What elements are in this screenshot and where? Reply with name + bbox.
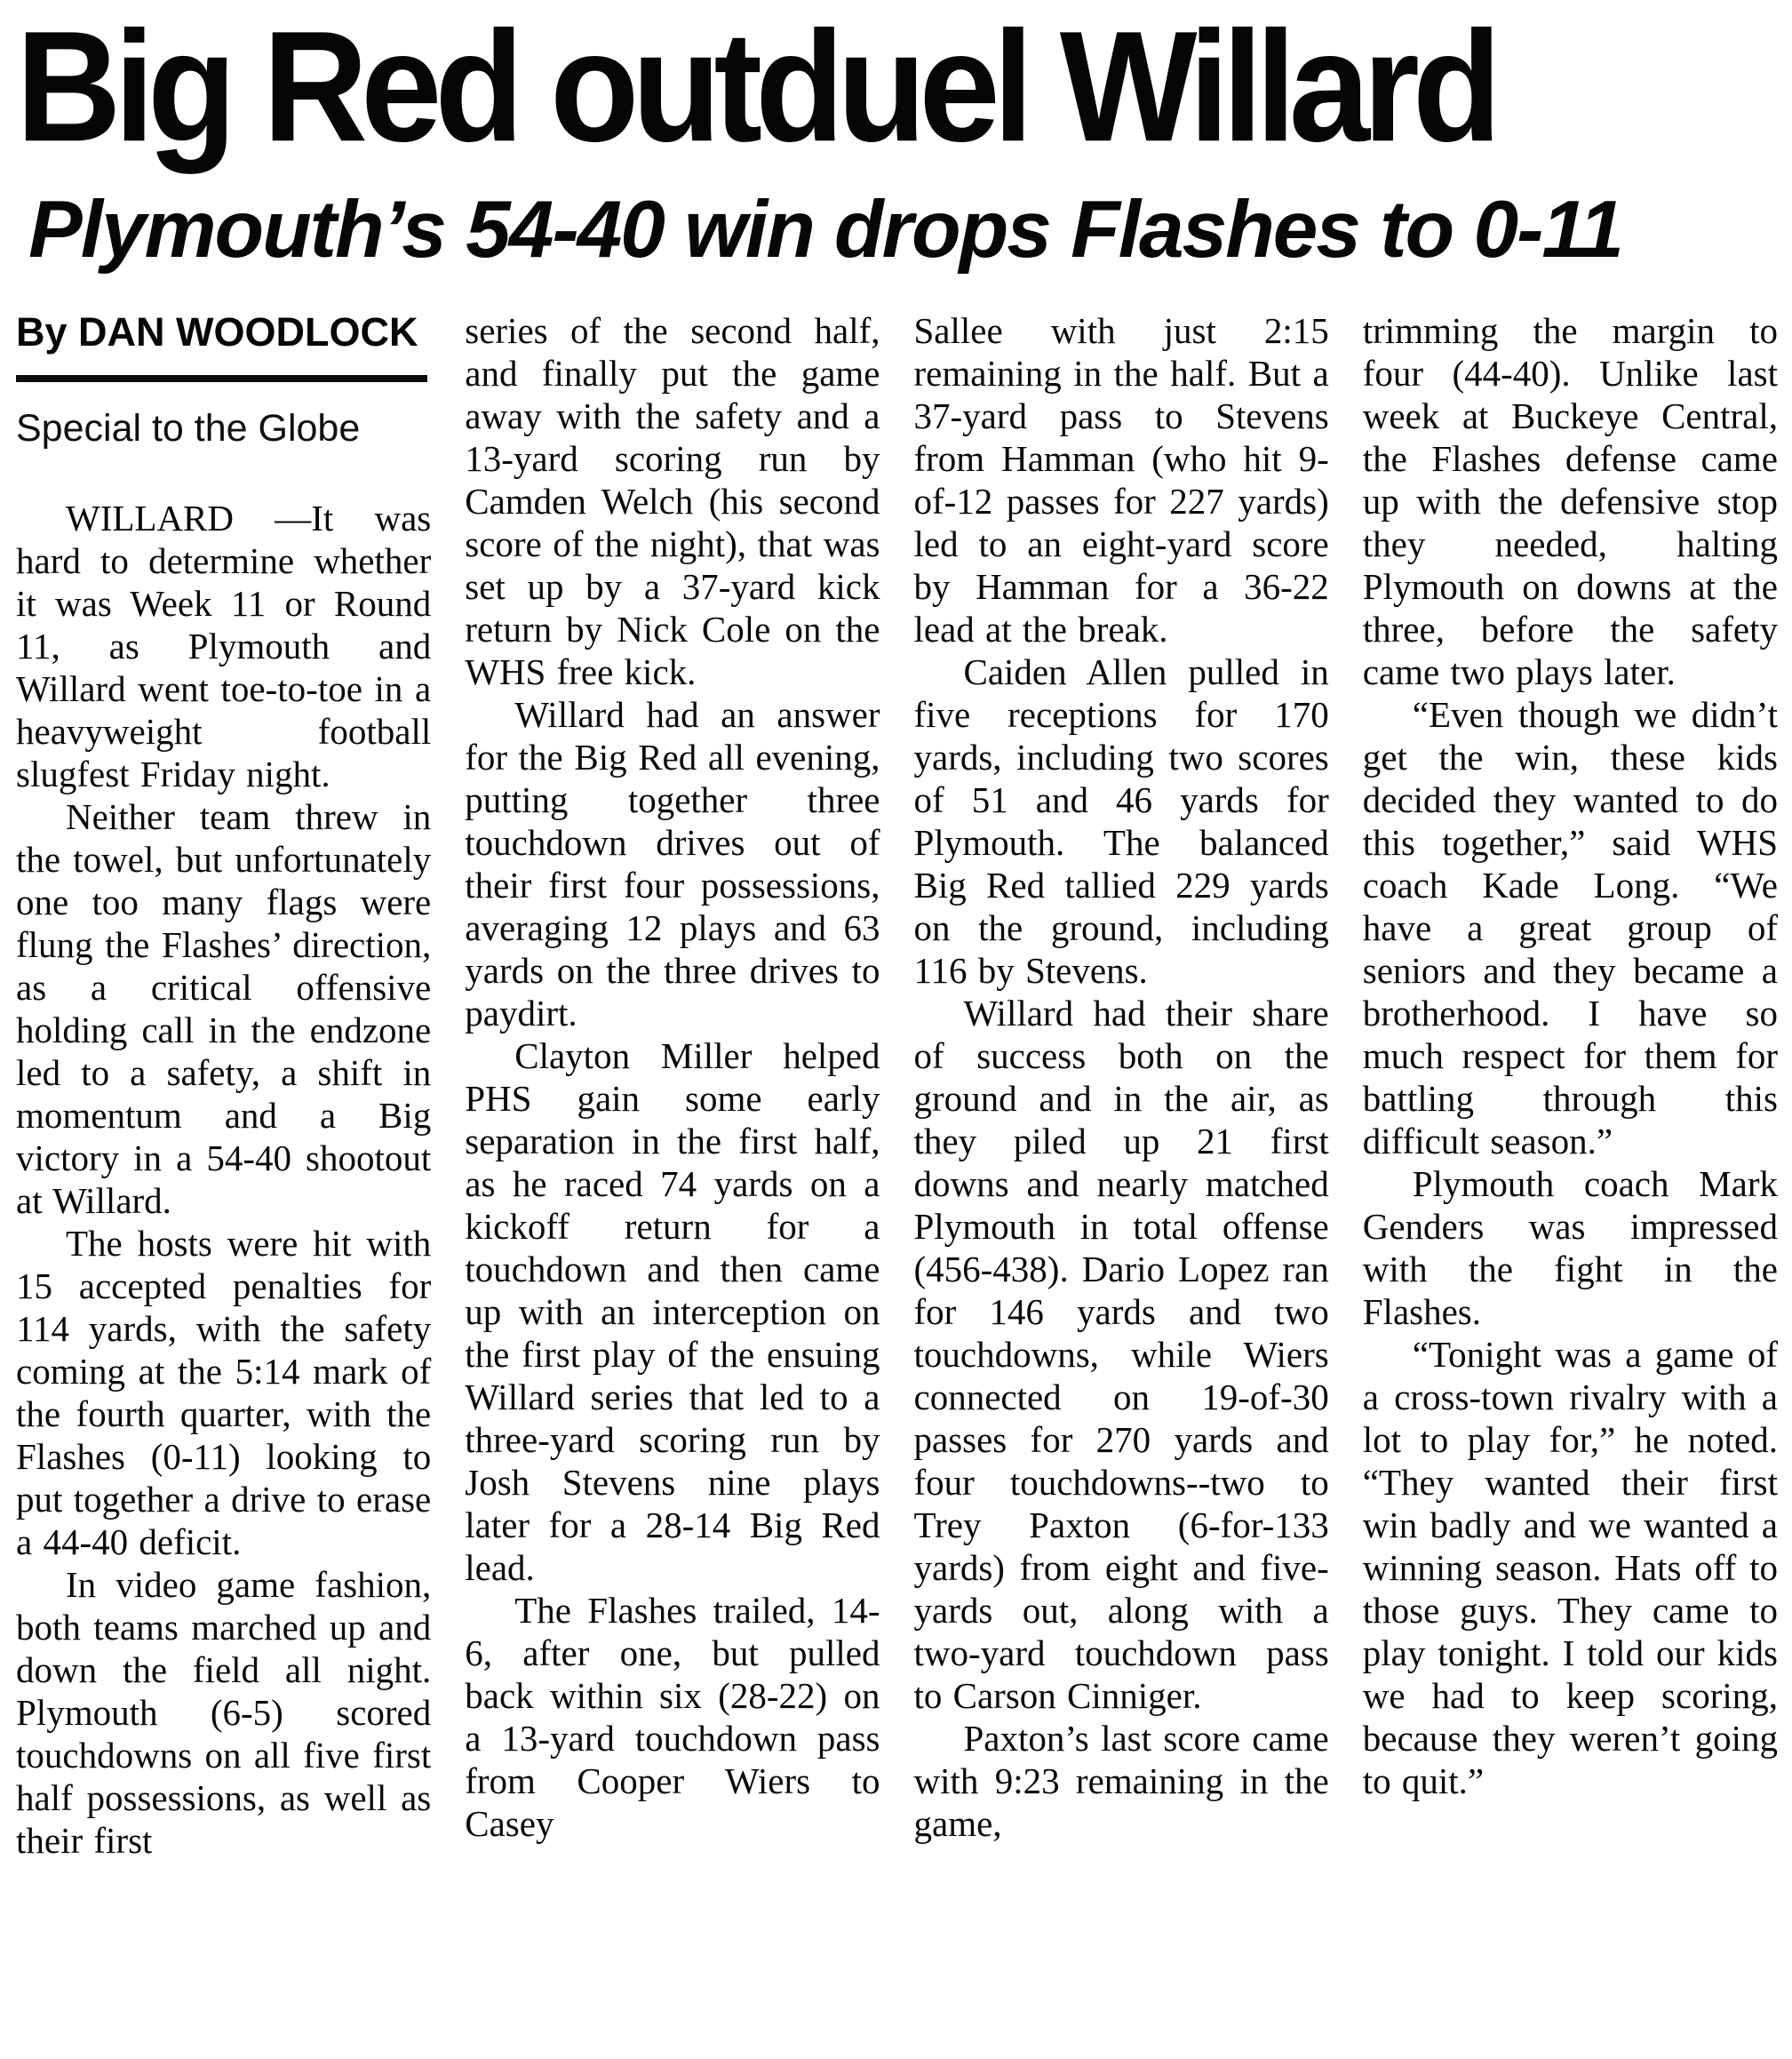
article-columns	[16, 309, 1778, 1862]
article-paragraph: “Tonight was a game of a cross-town rivalry with a lot to play for,” he noted. “They wanted their first win badly and we wanted a winning season. Hats off to those guys. They came to play tonight. I told our kids we had to keep scoring, because they weren’t going to quit.”	[1362, 1334, 1778, 1802]
article-column-2	[465, 309, 880, 1862]
article-paragraph: Willard had their share of success both on the ground and in the air, as they piled up 21 first downs and nearly matched Plymouth in total offense (456-438). Dario Lopez ran for 146 yards and two touchdowns, while Wiers connected on 19-of-30 passes for 270 yards and four touchdowns--two to Trey Paxton (6-for-133 yards) from eight and five-yards out, along with a two-yard touchdown pass to Carson Cinniger.	[913, 993, 1329, 1717]
byline-credit: Special to the Globe	[16, 407, 361, 451]
article-column-1	[16, 309, 431, 1862]
article-paragraph: Paxton’s last score came with 9:23 remaining in the game,	[913, 1718, 1329, 1845]
article-paragraph: trimming the margin to four (44-40). Unlike last week at Buckeye Central, the Flashes defense came up with the defensive stop they needed, halting Plymouth on downs at the three, before the safety came two plays later.	[1362, 310, 1778, 693]
article-column-3	[914, 309, 1329, 1862]
byline-author: By DAN WOODLOCK	[16, 309, 418, 355]
article-paragraph: Clayton Miller helped PHS gain some early separation in the first half, as he raced 74 yards on a kickoff return for a touchdown and then came up with an interception on the first play of the ensuing Willard series that led to a three-yard scoring run by Josh Stevens nine plays later for a 28-14 Big Red lead.	[465, 1035, 880, 1589]
article-paragraph: series of the second half, and finally put the game away with the safety and a 13-yard scoring run by Camden Welch (his second score of the night), that was set up by a 37-yard kick return by Nick Cole on the WHS free kick.	[465, 310, 880, 693]
article-paragraph: The hosts were hit with 15 accepted penalties for 114 yards, with the safety coming at the 5:14 mark of the fourth quarter, with the Flashes (0-11) looking to put together a drive to erase a 44-40 deficit.	[16, 1223, 432, 1563]
headline: Big Red outduel Willard	[16, 0, 1495, 175]
article-paragraph: The Flashes trailed, 14-6, after one, but pulled back within six (28-22) on a 13-yard touchdown pass from Cooper Wiers to Casey	[465, 1590, 880, 1845]
article-paragraph: Neither team threw in the towel, but unfortunately one too many flags were flung the Flashes’ direction, as a critical offensive holding call in the endzone led to a safety, a shift in momentum and a Big victory in a 54-40 shootout at Willard.	[16, 796, 432, 1222]
article-paragraph: “Even though we didn’t get the win, these kids decided they wanted to do this together,” said WHS coach Kade Long. “We have a great group of seniors and they became a brotherhood. I have so much respect for them for battling through this difficult season.”	[1362, 694, 1778, 1162]
byline-rule	[16, 375, 427, 382]
article-paragraph: Sallee with just 2:15 remaining in the half. But a 37-yard pass to Stevens from Hamman (who hit 9-of-12 passes for 227 yards) led to an eight-yard score by Hamman for a 36-22 lead at the break.	[913, 310, 1329, 650]
byline-block	[16, 309, 431, 451]
subheadline: Plymouth’s 54-40 win drops Flashes to 0-11	[28, 184, 1622, 275]
article-column-4	[1363, 309, 1778, 1862]
article-paragraph: WILLARD —It was hard to determine whether it was Week 11 or Round 11, as Plymouth and Willard went toe-to-toe in a heavyweight football slugfest Friday night.	[16, 498, 432, 795]
article-paragraph: Willard had an answer for the Big Red all evening, putting together three touchdown drives out of their first four possessions, averaging 12 plays and 63 yards on the three drives to paydirt.	[465, 694, 880, 1034]
article-paragraph: Caiden Allen pulled in five receptions for 170 yards, including two scores of 51 and 46 yards for Plymouth. The balanced Big Red tallied 229 yards on the ground, including 116 by Stevens.	[913, 651, 1329, 992]
article-paragraph: In video game fashion, both teams marched up and down the field all night. Plymouth (6-5) scored touchdowns on all five first half possessions, as well as their first	[16, 1564, 432, 1862]
article-paragraph: Plymouth coach Mark Genders was impressed with the fight in the Flashes.	[1362, 1163, 1778, 1333]
